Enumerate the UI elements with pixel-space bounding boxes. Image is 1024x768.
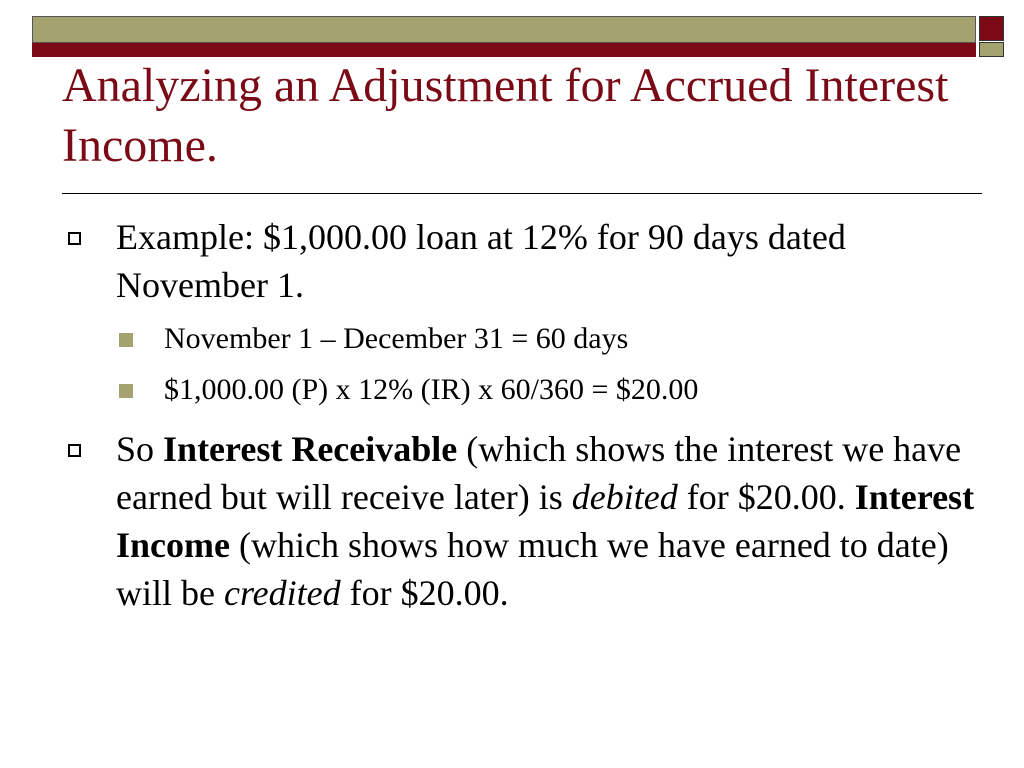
hollow-square-bullet-icon: [68, 444, 81, 457]
corner-olive-square: [979, 42, 1004, 57]
debited-term: debited: [571, 477, 678, 517]
sub-bullet-days-text: November 1 – December 31 = 60 days: [164, 322, 629, 355]
filled-square-bullet-icon: [119, 333, 133, 347]
slide-title: Analyzing an Adjustment for Accrued Interest Income.: [62, 59, 949, 172]
sub-bullet-calculation-text: $1,000.00 (P) x 12% (IR) x 60/360 = $20.00: [164, 373, 699, 406]
interest-receivable-term: Interest Receivable: [163, 429, 458, 469]
credited-term: credited: [223, 573, 341, 613]
corner-maroon-square: [979, 16, 1004, 41]
bullet-journal-entry-text: So Interest Receivable (which shows the interest we have earned but will receive later) is debited for $20.00. Interest Income (which shows how much we have earned to date) will be credited for $20.00.: [116, 429, 975, 613]
title-divider: [62, 193, 982, 194]
interest-income-term: Interest Income: [116, 477, 975, 565]
bullet-example-text: Example: $1,000.00 loan at 12% for 90 days dated November 1.: [116, 217, 846, 305]
hollow-square-bullet-icon: [68, 232, 81, 245]
header-maroon-bar: [32, 43, 976, 57]
bullet-example: [116, 213, 976, 309]
sub-bullet-days: [164, 321, 964, 357]
sub-bullet-calculation: [164, 372, 964, 408]
header-olive-bar: [32, 16, 976, 43]
filled-square-bullet-icon: [119, 384, 133, 398]
bullet-journal-entry: [116, 425, 976, 617]
